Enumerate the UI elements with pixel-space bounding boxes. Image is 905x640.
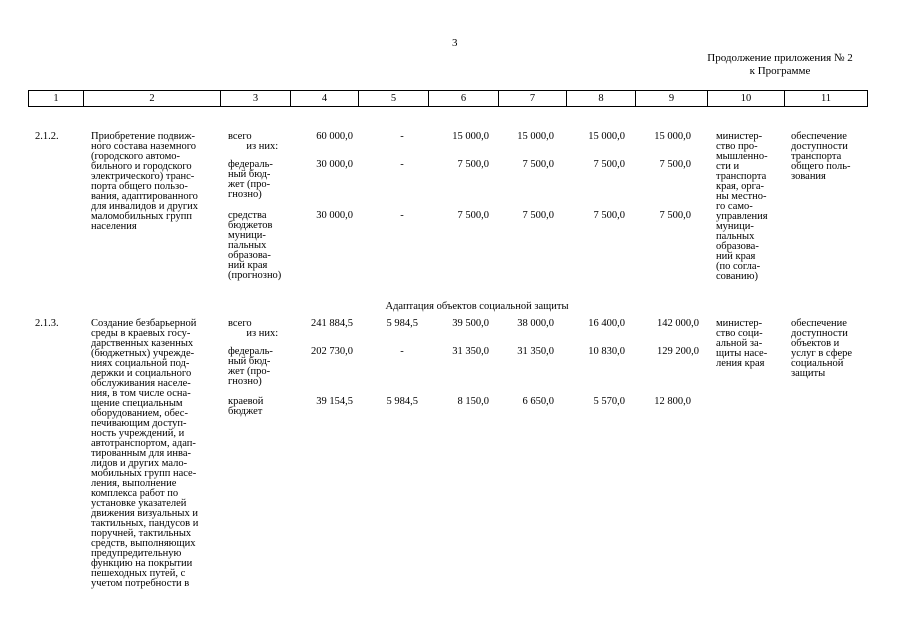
value-col-9: 7 500,0: [659, 210, 691, 221]
value-col-7: 31 350,0: [517, 346, 554, 357]
value-col-8: 15 000,0: [588, 131, 625, 142]
funding-source: федераль- ный бюд- жет (про- гнозно): [228, 346, 273, 387]
executor: министер- ство про- мышленно- сти и транспорта края, орга- ны местно- го само- управления муници- пальных образова- ний края (по согла- сованию): [716, 131, 768, 282]
value-col-4: 39 154,5: [316, 396, 353, 407]
value-col-8: 7 500,0: [593, 159, 625, 170]
section-title: Адаптация объектов социальной защиты: [385, 301, 569, 312]
page-number: 3: [452, 37, 458, 49]
funding-source: краевой бюджет: [228, 396, 264, 417]
value-col-6: 8 150,0: [457, 396, 489, 407]
value-col-8: 10 830,0: [588, 346, 625, 357]
value-col-6: 15 000,0: [452, 131, 489, 142]
value-col-4: 241 884,5: [311, 318, 353, 329]
col-number-8: 8: [567, 91, 636, 106]
col-number-5: 5: [359, 91, 429, 106]
value-col-7: 38 000,0: [517, 318, 554, 329]
expected-result: обеспечение доступности транспорта общего поль- зования: [791, 131, 851, 182]
row-name: Приобретение подвиж- ного состава наземного (городского автомо- бильного и городского электрического) транс- порта общего пользо- вания, адаптированного для инвалидов и других маломобильных групп населения: [91, 131, 199, 232]
value-col-6: 39 500,0: [452, 318, 489, 329]
col-number-3: 3: [221, 91, 291, 106]
value-col-7: 15 000,0: [517, 131, 554, 142]
value-col-7: 7 500,0: [522, 159, 554, 170]
value-col-9: 15 000,0: [654, 131, 691, 142]
value-col-9: 129 200,0: [657, 346, 699, 357]
appendix-line-1: Продолжение приложения № 2: [707, 52, 853, 64]
col-number-4: 4: [291, 91, 359, 106]
value-col-4: 30 000,0: [316, 210, 353, 221]
value-col-4: 202 730,0: [311, 346, 353, 357]
funding-source: всего из них:: [228, 131, 279, 152]
value-col-6: 7 500,0: [457, 159, 489, 170]
row-name: Создание безбарьерной среды в краевых госу- дарственных казенных (бюджетных) учрежде- ниях социальной под- держки и социального обслуживания населе- ния, в том числе осна- щение специальным оборудованием, обес- печивающим доступ- ность учреждений, и автотранспортом, адап- тированным для инва- лидов и других мало- мобильных групп насе- ления, выполнение комплекса работ по установке указателей движения визуальных и тактильных, пандусов и поручней, тактильных средств, выполняющих предупредительную функцию на покрытии пешеходных путей, с учетом потребности в: [91, 318, 199, 589]
value-col-6: 31 350,0: [452, 346, 489, 357]
col-number-7: 7: [499, 91, 567, 106]
value-col-9: 12 800,0: [654, 396, 691, 407]
col-number-10: 10: [708, 91, 785, 106]
value-col-9: 7 500,0: [659, 159, 691, 170]
funding-source: всего из них:: [228, 318, 279, 339]
value-col-5: 5 984,5: [386, 318, 418, 329]
value-col-8: 16 400,0: [588, 318, 625, 329]
col-number-11: 11: [820, 93, 832, 104]
value-col-5: -: [400, 159, 404, 170]
value-col-7: 7 500,0: [522, 210, 554, 221]
appendix-caption: [660, 52, 900, 78]
executor: министер- ство соци- альной за- щиты насе- ления края: [716, 318, 768, 369]
expected-result: обеспечение доступности объектов и услуг в сфере социальной защиты: [791, 318, 853, 379]
row-code: 2.1.2.: [35, 131, 59, 142]
row-code: 2.1.3.: [35, 318, 59, 329]
col-number-6: 6: [429, 91, 499, 106]
value-col-9: 142 000,0: [657, 318, 699, 329]
value-col-4: 60 000,0: [316, 131, 353, 142]
appendix-line-2: к Программе: [749, 65, 811, 77]
value-col-5: 5 984,5: [386, 396, 418, 407]
value-col-6: 7 500,0: [457, 210, 489, 221]
value-col-8: 5 570,0: [593, 396, 625, 407]
funding-source: федераль- ный бюд- жет (про- гнозно): [228, 159, 273, 200]
value-col-7: 6 650,0: [522, 396, 554, 407]
value-col-5: -: [400, 346, 404, 357]
value-col-5: -: [400, 210, 404, 221]
col-number-2: 2: [84, 91, 221, 106]
funding-source: средства бюджетов муници- пальных образова- ний края (прогнозно): [228, 210, 282, 281]
col-number-9: 9: [636, 91, 708, 106]
value-col-8: 7 500,0: [593, 210, 625, 221]
value-col-4: 30 000,0: [316, 159, 353, 170]
column-number-header: [28, 90, 868, 107]
value-col-5: -: [400, 131, 404, 142]
col-number-1: 1: [29, 91, 84, 106]
